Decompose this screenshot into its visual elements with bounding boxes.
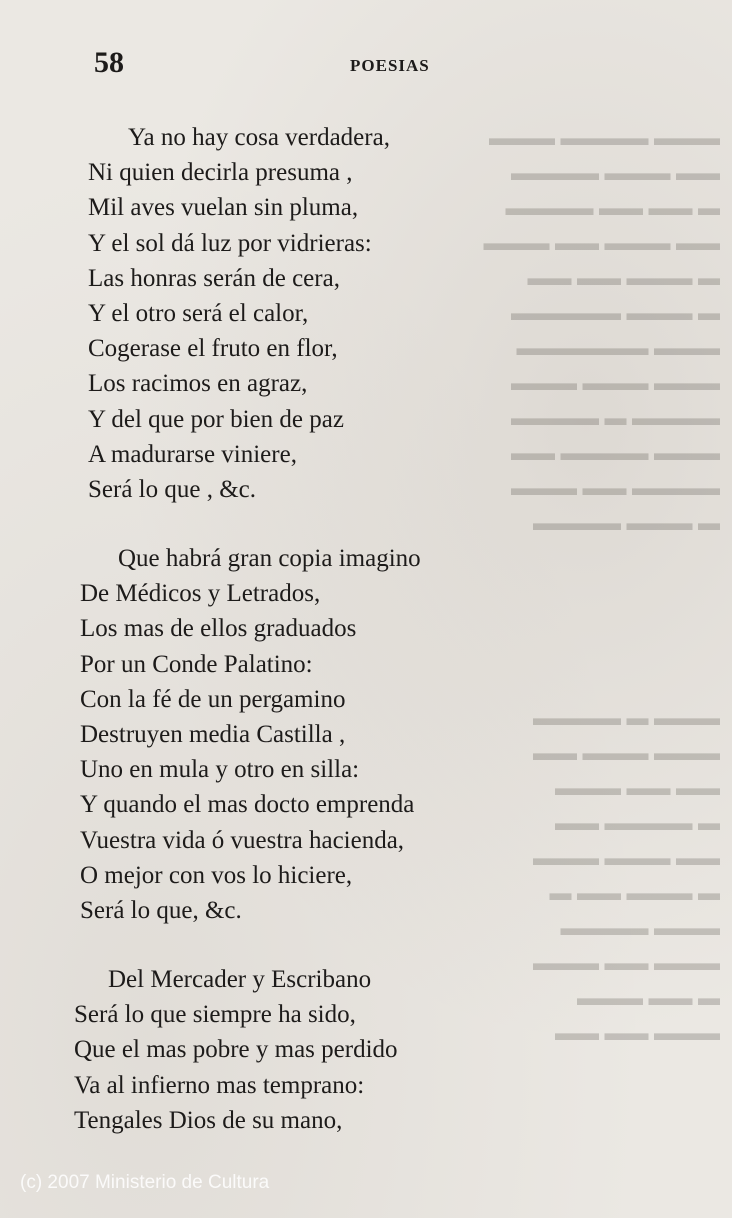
verse-line: O mejor con vos lo hiciere, [80, 861, 353, 889]
stanza-1 [0, 120, 620, 507]
verse-line: Cogerase el fruto en flor, [88, 335, 338, 363]
verse-line: Con la fé de un pergamino [80, 685, 346, 713]
verse-line: A madurarse viniere, [88, 440, 297, 468]
verse-line: Y el otro será el calor, [88, 300, 309, 328]
verse-line: Será lo que siempre ha sido, [74, 1001, 356, 1029]
verse-line: Por un Conde Palatino: [80, 650, 313, 678]
page-header [94, 46, 474, 86]
page-number: 58 [94, 46, 124, 79]
verse-line: Tengales Dios de su mano, [74, 1106, 343, 1134]
verse-line: Vuestra vida ó vuestra hacienda, [80, 826, 405, 854]
verse-line: De Médicos y Letrados, [80, 580, 321, 608]
verse-line: Del Mercader y Escribano [108, 966, 372, 993]
verse-line: Y el sol dá luz por vidrieras: [88, 229, 372, 257]
verse-line: Que el mas pobre y mas perdido [74, 1036, 398, 1064]
verse-line: Los racimos en agraz, [88, 370, 308, 398]
stanza-2 [0, 541, 620, 928]
verse-line: Será lo que, &c. [80, 897, 242, 925]
verse-line: Será lo que , &c. [88, 476, 257, 504]
verse-line: Y del que por bien de paz [88, 405, 344, 433]
running-head: POESIAS [350, 56, 430, 75]
verse-line: Que habrá gran copia imagino [118, 545, 421, 572]
verse-line: Destruyen media Castilla , [80, 721, 346, 749]
verse-line: Uno en mula y otro en silla: [80, 756, 360, 784]
stanza-3 [0, 962, 620, 1138]
verse-line: Ni quien decirla presuma , [88, 159, 353, 187]
bleed-through-text: ▬▬▬ ▬▬▬▬ ▬▬▬ ▬▬ ▬▬▬ ▬▬▬▬ ▬ ▬▬ ▬▬ ▬▬▬▬ ▬▬ ▬▬▬ ▬▬ ▬▬▬ ▬ ▬▬▬ ▬▬ ▬▬ ▬ ▬▬▬ ▬▬▬▬▬ ▬▬▬ ▬▬▬▬▬▬ ▬▬▬ ▬▬▬ ▬▬▬ ▬▬▬▬ ▬ ▬▬▬▬ ▬▬▬ ▬▬▬▬ ▬▬ ▬▬▬▬ ▬▬ ▬▬▬ ▬ ▬▬▬ ▬▬▬▬ [483, 125, 720, 535]
verse-line: Ya no hay cosa verdadera, [128, 124, 390, 151]
copyright-watermark: (c) 2007 Ministerio de Cultura [20, 1172, 270, 1193]
verse-line: Las honras serán de cera, [88, 264, 340, 292]
verse-line: Y quando el mas docto emprenda [80, 791, 415, 819]
bleed-through-text-lower: ▬▬▬ ▬ ▬▬▬▬ ▬▬▬ ▬▬▬ ▬▬ ▬▬ ▬▬ ▬▬▬ ▬ ▬▬▬▬ ▬▬ ▬▬ ▬▬▬ ▬▬▬ ▬ ▬▬▬ ▬▬ ▬ ▬▬▬ ▬▬▬▬ ▬▬▬ ▬▬ ▬▬▬ ▬ ▬▬ ▬▬▬ ▬▬▬ ▬▬ ▬▬ [533, 705, 720, 1045]
verse-line: Los mas de ellos graduados [80, 615, 357, 643]
verse-line: Va al infierno mas temprano: [74, 1071, 365, 1099]
verse-line: Mil aves vuelan sin pluma, [88, 194, 359, 222]
